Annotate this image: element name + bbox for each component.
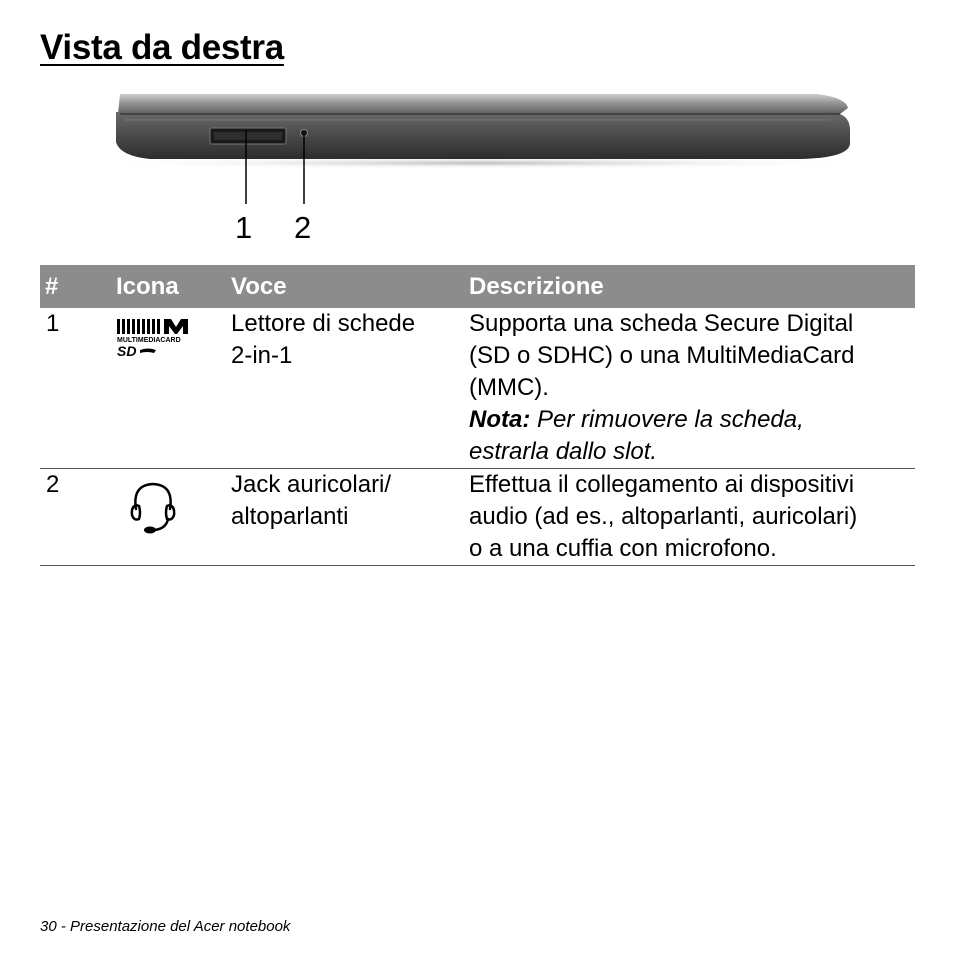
row-voce: Jack auricolari/ altoparlanti [231,469,469,566]
laptop-right-side-figure [0,80,954,260]
ports-table [40,265,915,566]
audio-jack [301,130,308,137]
row-descrizione: Supporta una scheda Secure Digital (SD o SDHC) o una MultiMediaCard (MMC). Nota: Per rimuovere la scheda, estrarla dallo slot. [469,308,915,469]
note: Nota: Per rimuovere la scheda, [469,406,804,433]
headset-icon [128,479,178,535]
laptop-lid [118,94,848,114]
header-icon: Icona [116,265,231,308]
row-descrizione: Effettua il collegamento ai dispositivi audio (ad es., altoparlanti, auricolari) o a una cuffia con microfono. [469,469,915,566]
multimediacard-sd-icon [116,316,192,360]
svg-text:MULTIMEDIACARD: MULTIMEDIACARD [117,337,181,344]
table-row [40,469,915,566]
row-num: 2 [40,469,116,566]
laptop-side-illustration [0,80,954,260]
row-icon-cell [116,469,231,566]
page-title: Vista da destra [40,28,284,67]
row-icon-cell [116,308,231,469]
table-header-row [40,265,915,308]
page-footer: 30 - Presentazione del Acer notebook [40,918,291,935]
header-voce: Voce [231,265,469,308]
callout-label-2: 2 [294,210,312,245]
header-descrizione: Descrizione [469,265,915,308]
row-voce: Lettore di schede 2-in-1 [231,308,469,469]
svg-text:SD: SD [117,343,137,359]
row-num: 1 [40,308,116,469]
header-num: # [40,265,116,308]
callout-label-1: 1 [235,210,253,245]
table-row [40,308,915,469]
